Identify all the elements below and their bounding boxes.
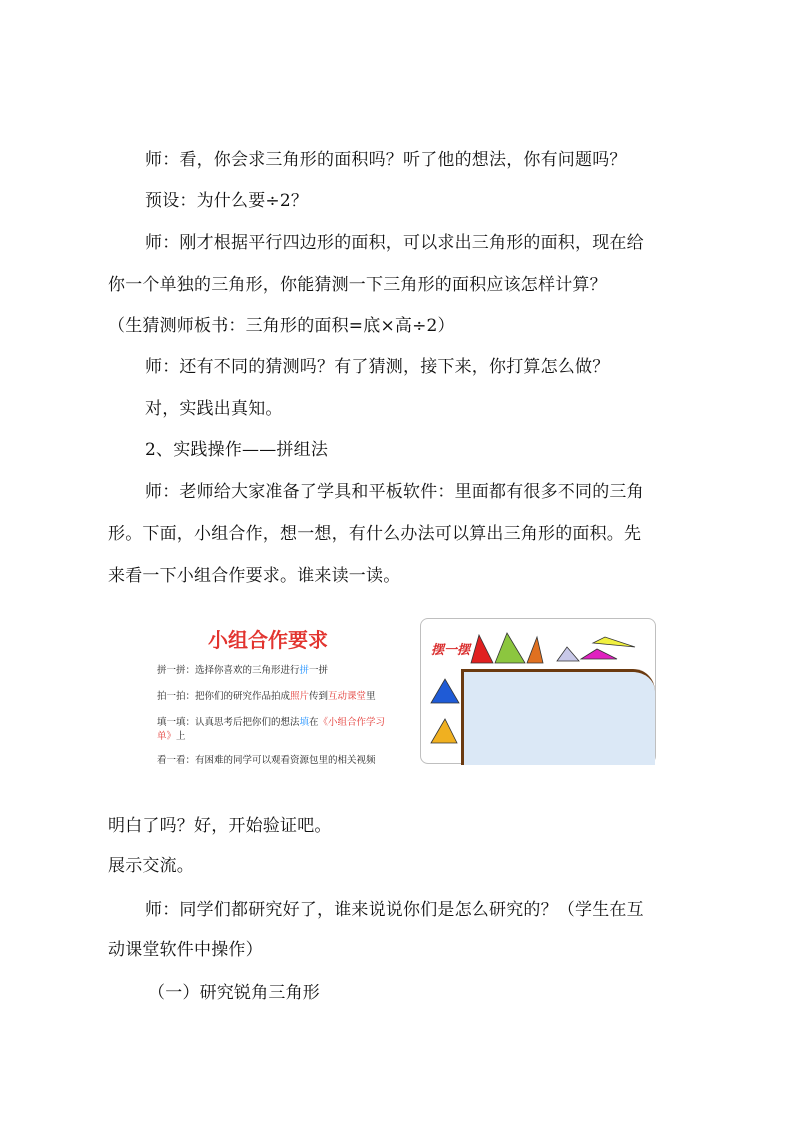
requirement-text: 《小组合作学习 xyxy=(318,717,386,728)
requirement-text: 填一填：认真思考后把你们的想法 xyxy=(157,717,300,728)
requirement-text: 照片 xyxy=(290,691,310,702)
requirement-text: 填 xyxy=(299,717,310,728)
requirement-text: 上 xyxy=(176,731,186,742)
requirement-item xyxy=(157,664,328,677)
paragraph-line: 师：还有不同的猜测吗？有了猜测，接下来，你打算怎么做？ xyxy=(145,357,610,377)
requirement-item xyxy=(157,716,385,729)
paragraph-line: （生猜测师板书：三角形的面积=底×高÷2） xyxy=(108,316,455,336)
requirements-card xyxy=(148,616,400,772)
paragraph-line: 你一个单独的三角形，你能猜测一下三角形的面积应该怎样计算？ xyxy=(108,275,607,295)
requirement-text: 一拼 xyxy=(309,665,329,676)
software-panel xyxy=(420,618,656,764)
requirement-text: 传到 xyxy=(309,691,329,702)
requirement-text: 拼一拼：选择你喜欢的三角形进行 xyxy=(157,665,300,676)
requirement-text: 里 xyxy=(366,691,376,702)
paragraph-line: 来看一下小组合作要求。谁来读一读。 xyxy=(108,566,401,586)
card-title: 小组合作要求 xyxy=(208,628,328,652)
triangle-orange-icon xyxy=(527,637,543,663)
triangle-yellow-icon xyxy=(593,637,635,647)
triangle-blue-icon xyxy=(431,679,459,703)
requirement-text: 单》 xyxy=(157,731,177,742)
paragraph-line: 预设：为什么要÷2？ xyxy=(145,191,309,211)
paragraph-line: 动课堂软件中操作） xyxy=(108,940,263,960)
triangle-lavender-icon xyxy=(557,647,579,661)
requirement-text: 互动课堂 xyxy=(328,691,367,702)
workspace-canvas[interactable] xyxy=(461,669,655,765)
paragraph-line: 师：看，你会求三角形的面积吗？听了他的想法，你有问题吗？ xyxy=(145,150,627,170)
requirement-item xyxy=(157,754,376,767)
panel-label: 摆一摆 xyxy=(431,643,471,658)
requirement-item xyxy=(157,690,376,703)
paragraph-line: 形。下面，小组合作，想一想，有什么办法可以算出三角形的面积。先 xyxy=(108,524,642,544)
requirement-text: 拍一拍：把你们的研究作品拍成 xyxy=(157,691,291,702)
paragraph-line: 展示交流。 xyxy=(108,856,194,876)
triangle-gold-icon xyxy=(431,719,457,743)
paragraph-line: 师：老师给大家准备了学具和平板软件：里面都有很多不同的三角 xyxy=(145,482,644,502)
paragraph-line: 师：刚才根据平行四边形的面积，可以求出三角形的面积，现在给 xyxy=(145,233,644,253)
triangle-red-icon xyxy=(471,635,493,663)
paragraph-line: 对，实践出真知。 xyxy=(145,399,283,419)
paragraph-line: 师：同学们都研究好了，谁来说说你们是怎么研究的？（学生在互 xyxy=(145,900,644,920)
paragraph-line: 2、实践操作——拼组法 xyxy=(145,440,329,460)
requirement-text: 拼 xyxy=(299,665,310,676)
requirement-text: 在 xyxy=(309,717,319,728)
triangle-green-icon xyxy=(495,633,525,663)
triangle-magenta-icon xyxy=(581,649,617,659)
paragraph-line: （一）研究锐角三角形 xyxy=(148,983,320,1003)
requirement-item xyxy=(157,730,186,743)
requirement-text: 看一看：有困难的同学可以观看资源包里的相关视频 xyxy=(157,755,376,766)
paragraph-line: 明白了吗？好，开始验证吧。 xyxy=(108,816,332,836)
